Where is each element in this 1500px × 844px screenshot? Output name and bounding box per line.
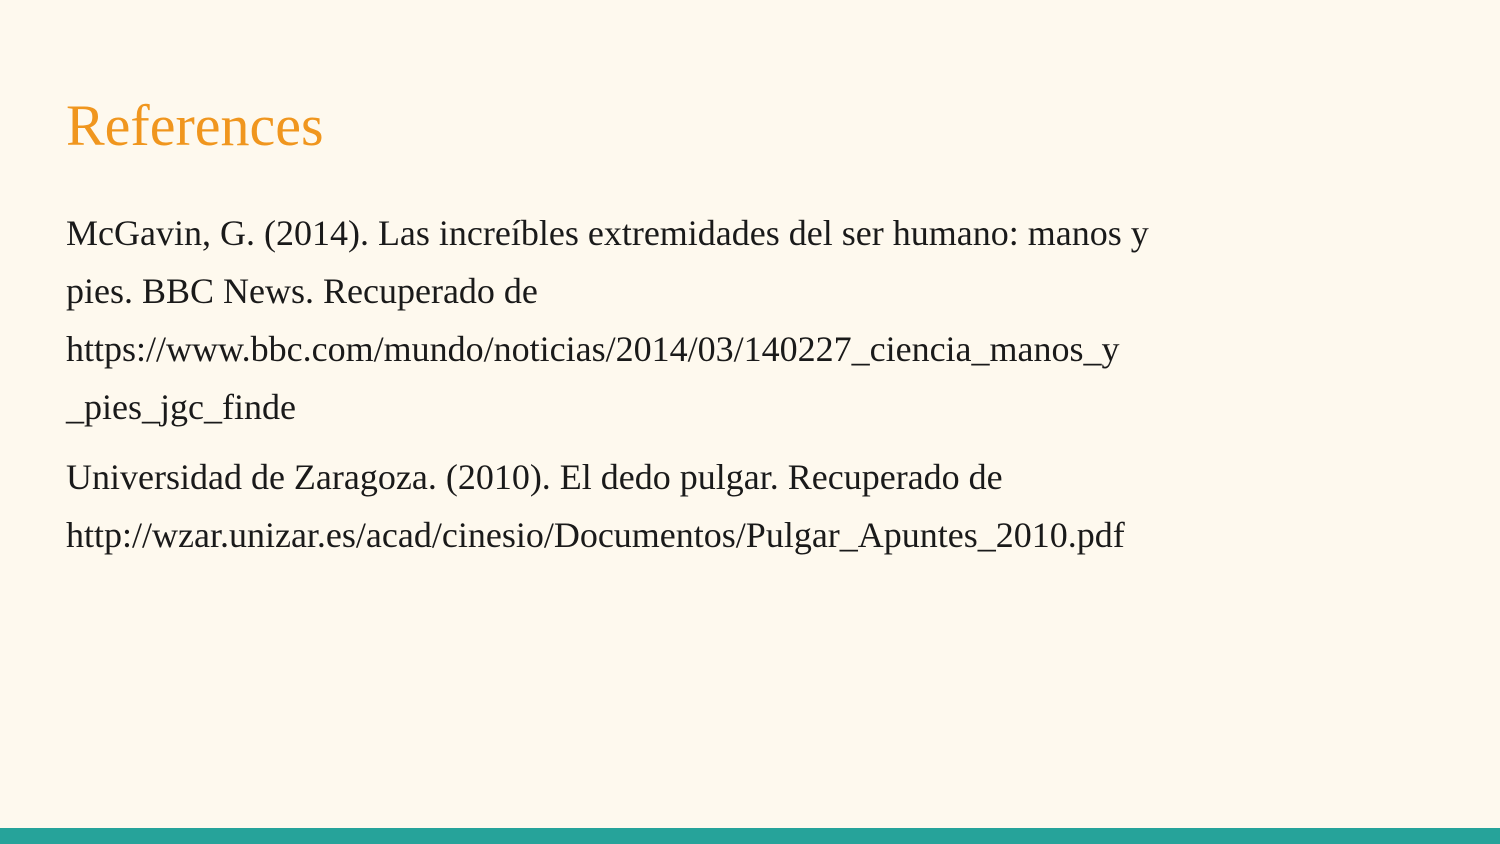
accent-bar [0, 828, 1500, 844]
reference-url-line: http://wzar.unizar.es/acad/cinesio/Documentos/Pulgar_Apuntes_2010.pdf [66, 515, 1125, 555]
reference-line: Universidad de Zaragoza. (2010). El dedo pulgar. Recuperado de [66, 457, 1003, 497]
reference-url-line: https://www.bbc.com/mundo/noticias/2014/03/140227_ciencia_manos_y [66, 329, 1120, 369]
reference-item [66, 448, 1446, 564]
slide-title: References [66, 93, 324, 158]
reference-url-line: _pies_jgc_finde [66, 387, 296, 427]
reference-line: pies. BBC News. Recuperado de [66, 271, 538, 311]
reference-item [66, 204, 1446, 436]
reference-line: McGavin, G. (2014). Las increíbles extremidades del ser humano: manos y [66, 213, 1149, 253]
reference-list [66, 204, 1446, 576]
